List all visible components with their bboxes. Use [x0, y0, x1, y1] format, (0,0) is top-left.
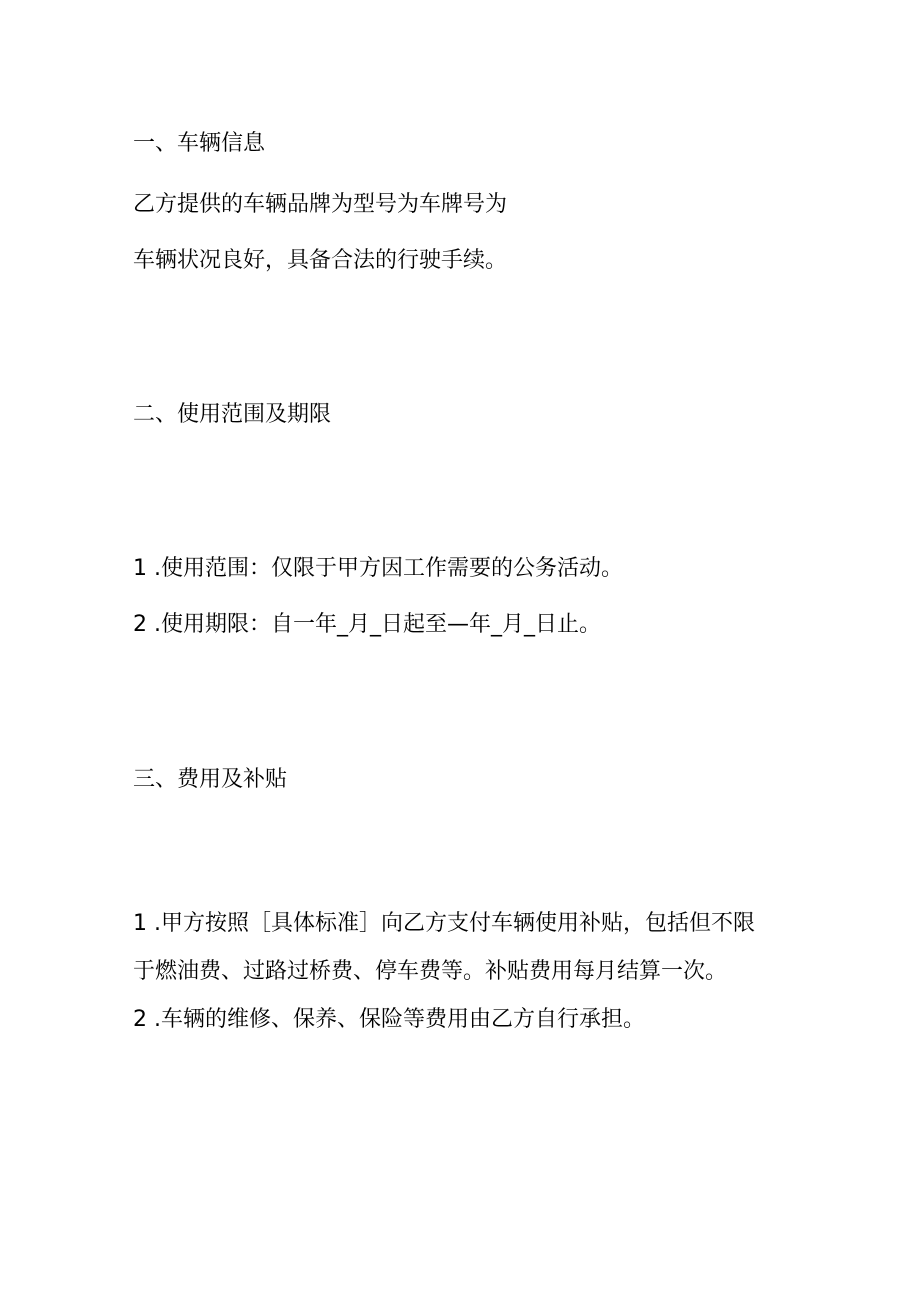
section-3-heading: 三、费用及补贴: [133, 767, 288, 792]
section-3-item-2: 2 .车辆的维修、保养、保险等费用由乙方自行承担。: [133, 1007, 645, 1032]
section-2-item-1: 1 .使用范围：仅限于甲方因工作需要的公务活动。: [133, 556, 623, 581]
section-1-heading: 一、车辆信息: [133, 131, 266, 156]
section-2-heading: 二、使用范围及期限: [133, 402, 332, 427]
section-3-item-1-continued: 于燃油费、过路过桥费、停车费等。补贴费用每月结算一次。: [133, 959, 728, 984]
section-1-line-1: 乙方提供的车辆品牌为型号为车牌号为: [133, 192, 508, 217]
section-3-item-1: 1 .甲方按照［具体标准］向乙方支付车辆使用补贴，包括但不限: [133, 911, 755, 936]
section-1-line-2: 车辆状况良好，具备合法的行驶手续。: [133, 248, 508, 273]
section-2-item-2: 2 .使用期限：自一年_月_日起至—年_月_日止。: [133, 612, 601, 637]
